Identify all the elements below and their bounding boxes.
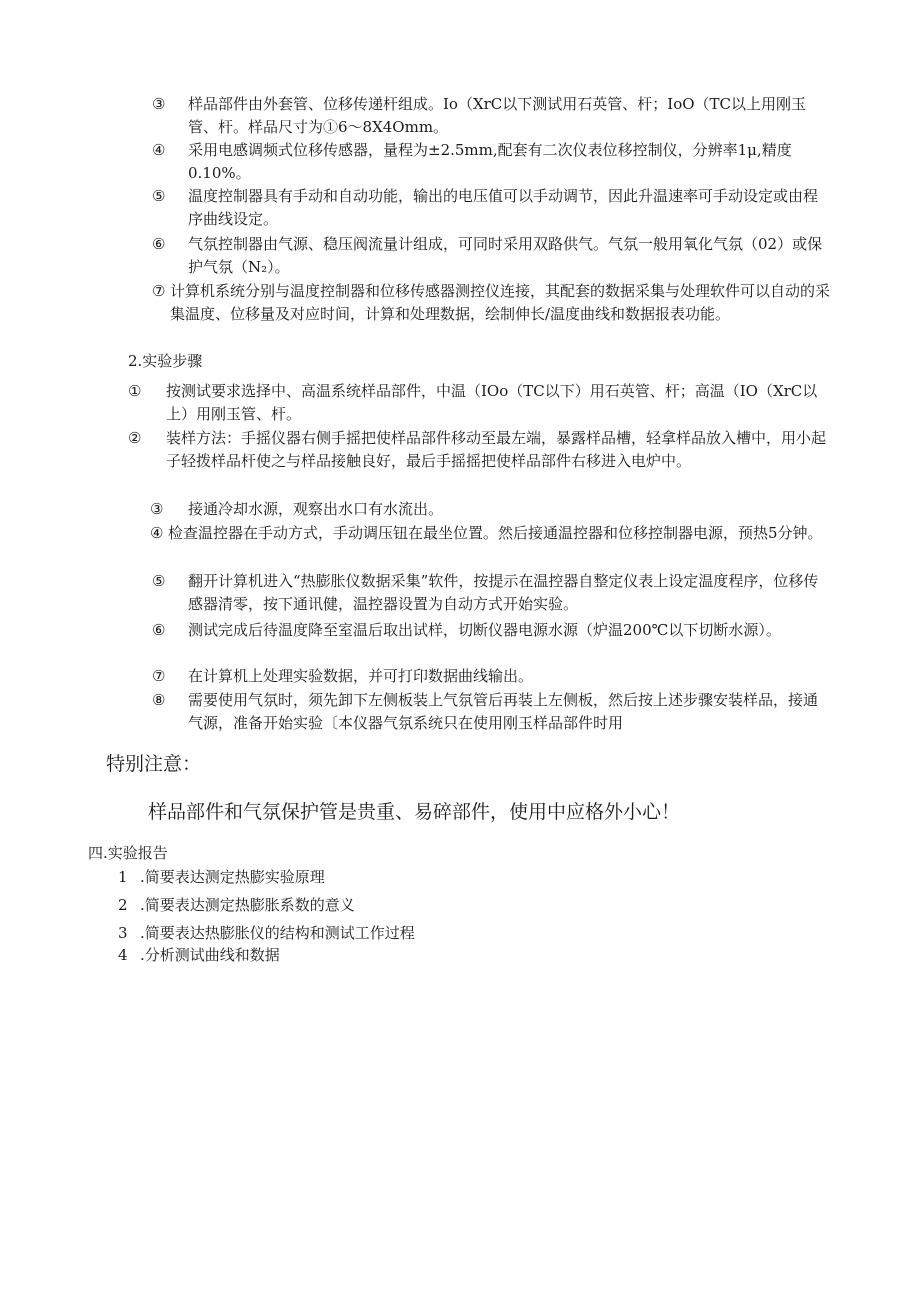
- report-item-number: 1: [118, 868, 128, 886]
- step-text: 测试完成后待温度降至室温后取出试样，切断仪器电源水源（炉温200℃以下切断水源）。: [188, 621, 781, 639]
- item-number: ③: [152, 95, 166, 113]
- report-item-number: 4: [118, 946, 128, 964]
- step-text: 接通冷却水源，观察出水口有水流出。: [188, 500, 444, 518]
- step-number: ③: [150, 500, 164, 518]
- equipment-item-3: [152, 93, 830, 139]
- equipment-item-4: [152, 139, 830, 185]
- step-item-8: [152, 689, 830, 735]
- equipment-item-6: [152, 233, 830, 279]
- report-item-number: 3: [118, 924, 128, 942]
- report-item-text: .简要表达热膨胀仪的结构和测试工作过程: [140, 924, 415, 942]
- step-item-3: [150, 498, 830, 521]
- step-text: 检查温控器在手动方式，手动调压钮在最坐位置。然后接通温控器和位移控制器电源，预热5分钟。: [168, 524, 823, 542]
- step-item-5: [152, 570, 830, 616]
- item-text: 计算机系统分别与温度控制器和位移传感器测控仪连接，其配套的数据采集与处理软件可以自动的采集温度、位移量及对应时间，计算和处理数据，绘制伸长/温度曲线和数据报表功能。: [170, 282, 831, 323]
- step-number: ⑥: [152, 621, 166, 639]
- notice-title: 特别注意：: [106, 753, 202, 775]
- equipment-item-5: [152, 185, 830, 231]
- report-item-2: [118, 894, 355, 916]
- step-item-4: [150, 522, 830, 545]
- item-number: ⑤: [152, 187, 166, 205]
- item-text: 样品部件由外套管、位移传递杆组成。Io（XrC以下测试用石英管、杆；IoO（TC以上用刚玉管、杆。样品尺寸为①6～8X4Omm。: [188, 95, 807, 136]
- step-number: ⑦: [152, 667, 166, 685]
- item-text: 采用电感调频式位移传感器，量程为±2.5mm,配套有二次仪表位移控制仪，分辨率1μ,精度0.10%。: [188, 141, 792, 182]
- step-number: ④: [150, 524, 164, 542]
- item-number: ④: [152, 141, 166, 159]
- report-item-4: [118, 944, 280, 966]
- item-number: ⑦: [152, 282, 166, 300]
- report-item-text: .分析测试曲线和数据: [140, 946, 280, 964]
- step-text: 翻开计算机进入“热膨胀仪数据采集”软件，按提示在温控器自整定仪表上设定温度程序，位移传感器清零，按下通讯健，温控器设置为自动方式开始实验。: [188, 572, 819, 613]
- report-heading: 四.实验报告: [88, 844, 168, 862]
- step-item-7: [152, 665, 830, 688]
- step-item-1: [128, 380, 828, 426]
- step-text: 在计算机上处理实验数据，并可打印数据曲线输出。: [188, 667, 534, 685]
- item-text: 温度控制器具有手动和自动功能，输出的电压值可以手动调节，因此升温速率可手动设定或由程序曲线设定。: [188, 187, 819, 228]
- step-number: ①: [128, 382, 142, 400]
- report-item-text: .简要表达测定热膨胀系数的意义: [140, 896, 355, 914]
- report-item-text: .简要表达测定热膨实验原理: [140, 868, 325, 886]
- equipment-item-7: [152, 280, 830, 326]
- item-text: 气氛控制器由气源、稳压阀流量计组成，可同时采用双路供气。气氛一般用氧化气氛（02）或保护气氛（N₂）。: [188, 235, 823, 276]
- step-number: ⑧: [152, 691, 166, 709]
- step-item-6: [152, 619, 830, 642]
- report-item-number: 2: [118, 896, 128, 914]
- notice-text: 样品部件和气氛保护管是贵重、易碎部件，使用中应格外小心！: [148, 801, 681, 823]
- report-item-1: [118, 866, 325, 888]
- step-number: ②: [128, 429, 142, 447]
- step-text: 按测试要求选择中、高温系统样品部件，中温（IOo（TC以下）用石英管、杆；高温（IO（XrC以上）用刚玉管、杆。: [166, 382, 818, 423]
- step-item-2: [128, 427, 828, 473]
- item-number: ⑥: [152, 235, 166, 253]
- steps-heading: 2.实验步骤: [128, 352, 203, 370]
- report-item-3: [118, 922, 415, 944]
- step-text: 需要使用气氛时，须先卸下左侧板装上气氛管后再装上左侧板，然后按上述步骤安装样品，接通气源，准备开始实验〔本仪器气氛系统只在使用刚玉样品部件时用: [188, 691, 819, 732]
- step-text: 装样方法：手摇仪器右侧手摇把使样品部件移动至最左端，暴露样品槽，轻拿样品放入槽中，用小起子轻拨样品杆使之与样品接触良好，最后手摇摇把使样品部件右移进入电炉中。: [166, 429, 827, 470]
- step-number: ⑤: [152, 572, 166, 590]
